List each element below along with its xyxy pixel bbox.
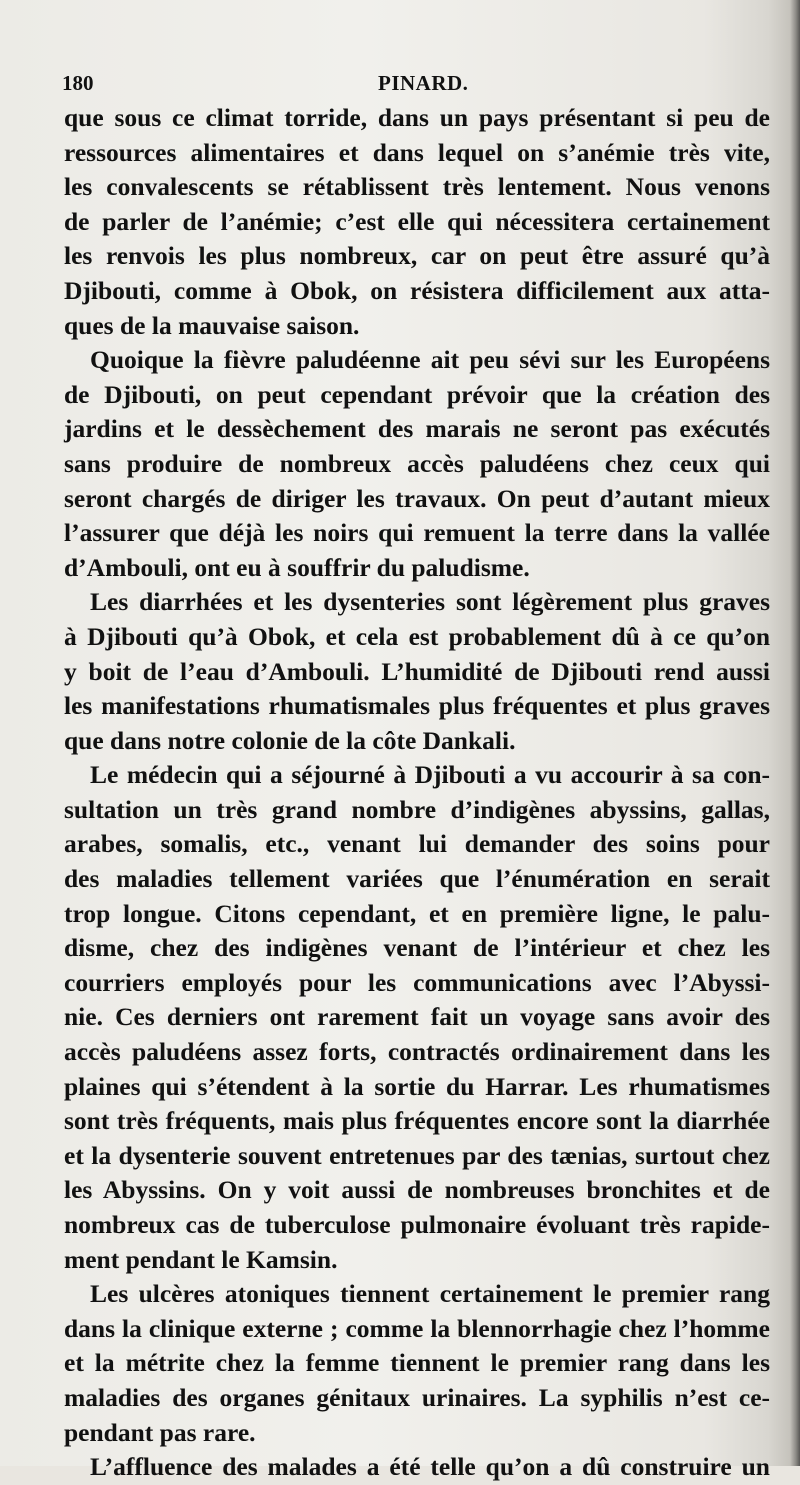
text-line: ment pendant le Kamsin. [64, 1244, 338, 1274]
text-line: ques de la mauvaise saison. [64, 310, 360, 340]
text-line: disme, chez des indigènes venant de l’intérieur et chez les [64, 933, 770, 963]
text-line: les manifestations rhumatismales plus fréquentes et plus graves [64, 691, 770, 721]
running-head: PINARD. [378, 71, 469, 95]
text-line: Les diarrhées et les dysenteries sont légèrement plus graves [90, 587, 770, 617]
text-line: ressources alimentaires et dans lequel on s’anémie très vite, [64, 137, 770, 167]
text-line: les convalescents se rétablissent très lentement. Nous venons [64, 172, 770, 202]
text-line: d’Ambouli, ont eu à souffrir du paludisme. [64, 552, 530, 582]
text-line: nombreux cas de tuberculose pulmonaire évoluant très rapide- [64, 1210, 770, 1239]
text-line: seront chargés de diriger les travaux. On peut d’autant mieux [64, 483, 770, 513]
page-header [62, 68, 762, 98]
text-line: accès paludéens assez forts, contractés ordinairement dans les [64, 1037, 770, 1067]
text-line: et la métrite chez la femme tiennent le premier rang dans les [64, 1348, 770, 1378]
text-line: L’affluence des malades a été telle qu’on a dû construire un [90, 1452, 770, 1482]
body-text [64, 101, 770, 1485]
text-line: et la dysenterie souvent entretenues par des tænias, surtout chez [64, 1140, 770, 1170]
text-line: arabes, somalis, etc., venant lui demander des soins pour [64, 829, 770, 859]
text-line: les renvois les plus nombreux, car on peut être assuré qu’à [64, 241, 770, 271]
text-line: l’assurer que déjà les noirs qui remuent la terre dans la vallée [64, 518, 770, 548]
page-number: 180 [62, 71, 94, 95]
text-line: pendant pas rare. [64, 1417, 256, 1447]
text-line: les Abyssins. On y voit aussi de nombreuses bronchites et de [64, 1175, 770, 1205]
text-line: à Djibouti qu’à Obok, et cela est probablement dû à ce qu’on [64, 621, 770, 651]
page-binding-edge [790, 0, 800, 1466]
text-line: Le médecin qui a séjourné à Djibouti a vu accourir à sa con- [90, 760, 770, 790]
text-line: jardins et le dessèchement des marais ne seront pas exécutés [64, 414, 770, 444]
text-line: de parler de l’anémie; c’est elle qui nécessitera certainement [64, 206, 770, 236]
text-line: sultation un très grand nombre d’indigènes abyssins, gallas, [64, 794, 770, 824]
text-line: courriers employés pour les communications avec l’Abyssi- [64, 967, 770, 997]
text-line: sont très fréquents, mais plus fréquentes encore sont la diarrhée [64, 1106, 770, 1136]
text-line: Quoique la fièvre paludéenne ait peu sévi sur les Européens [90, 345, 770, 375]
text-line: Les ulcères atoniques tiennent certainement le premier rang [90, 1279, 770, 1309]
text-line: plaines qui s’étendent à la sortie du Harrar. Les rhumatismes [64, 1071, 770, 1101]
text-line: sans produire de nombreux accès paludéens chez ceux qui [64, 448, 770, 478]
text-line: dans la clinique externe ; comme la blennorrhagie chez l’homme [64, 1313, 770, 1343]
text-line: de Djibouti, on peut cependant prévoir que la création des [64, 379, 770, 409]
text-line: nie. Ces derniers ont rarement fait un voyage sans avoir des [64, 1002, 770, 1032]
text-line: y boit de l’eau d’Ambouli. L’humidité de Djibouti rend aussi [64, 656, 770, 686]
text-line: des maladies tellement variées que l’énumération en serait [64, 864, 770, 894]
text-line: trop longue. Citons cependant, et en première ligne, le palu- [64, 898, 770, 928]
text-line: que dans notre colonie de la côte Dankali. [64, 725, 516, 755]
text-line: maladies des organes génitaux urinaires. La syphilis n’est ce- [64, 1382, 770, 1412]
text-line: Djibouti, comme à Obok, on résistera difficilement aux atta- [64, 275, 770, 305]
text-line: que sous ce climat torride, dans un pays présentant si peu de [64, 103, 770, 132]
